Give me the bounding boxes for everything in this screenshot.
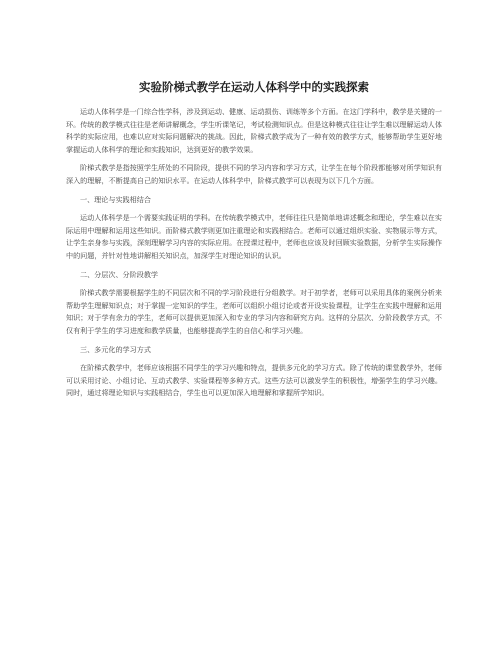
document-title: 实验阶梯式教学在运动人体科学中的实践探索 <box>139 80 369 94</box>
paragraph-definition: 阶梯式教学是指按照学生所处的不同阶段，提供不同的学习内容和学习方式，让学生在每个阶段都能够对所学知识有深入的理解，不断提高自己的知识水平。在运动人体科学中，阶梯式教学可以表现为以下几个方面。 <box>66 163 442 185</box>
section-heading-2: 二、分层次、分阶段教学 <box>80 269 159 279</box>
paragraph-section-3: 在阶梯式教学中，老师应该根据不同学生的学习兴趣和特点，提供多元化的学习方式。除了传统的课堂教学外，老师可以采用讨论、小组讨论、互动式教学、实验课程等多种方式。这些方法可以激发学生的积极性，增强学生的学习兴趣。同时，通过将理论知识与实践相结合，学生也可以更加深入地理解和掌握所学知识。 <box>66 363 442 398</box>
paragraph-intro: 运动人体科学是一门综合性学科，涉及到运动、健康、运动损伤、训练等多个方面。在这门学科中，教学是关键的一环。传统的教学模式往往是老师讲解概念，学生听课笔记，考试检测知识点。但是这种模式往往让学生难以理解运动人体科学的实际应用，也难以应对实际问题解决的挑战。因此，阶梯式教学成为了一种有效的教学方式，能够帮助学生更好地掌握运动人体科学的理论和实践知识，达到更好的教学效果。 <box>66 107 442 154</box>
paragraph-section-2: 阶梯式教学需要根据学生的不同层次和不同的学习阶段进行分组教学。对于初学者，老师可以采用具体的案例分析来帮助学生理解知识点；对于掌握一定知识的学生，老师可以组织小组讨论或者开设实验课程，让学生在实践中理解和运用知识；对于学有余力的学生，老师可以提供更加深入和专业的学习内容和研究方向。这样的分层次、分阶段教学方式，不仅有利于学生的学习进度和教学质量，也能够提高学生的自信心和学习兴趣。 <box>66 288 442 335</box>
section-heading-1: 一、理论与实践相结合 <box>80 194 151 204</box>
section-heading-3: 三、多元化的学习方式 <box>80 344 151 354</box>
paragraph-section-1: 运动人体科学是一个需要实践证明的学科。在传统教学模式中，老师往往只是简单地讲述概念和理论，学生难以在实际运用中理解和运用这些知识。而阶梯式教学则更加注重理论和实践相结合。老师可以通过组织实验、实物展示等方式，让学生亲身参与实践，深刻理解学习内容的实际应用。在授课过程中，老师也应该及时回顾实验数据，分析学生实际操作中的问题，并针对性地讲解相关知识点，加深学生对理论知识的认识。 <box>66 213 442 260</box>
